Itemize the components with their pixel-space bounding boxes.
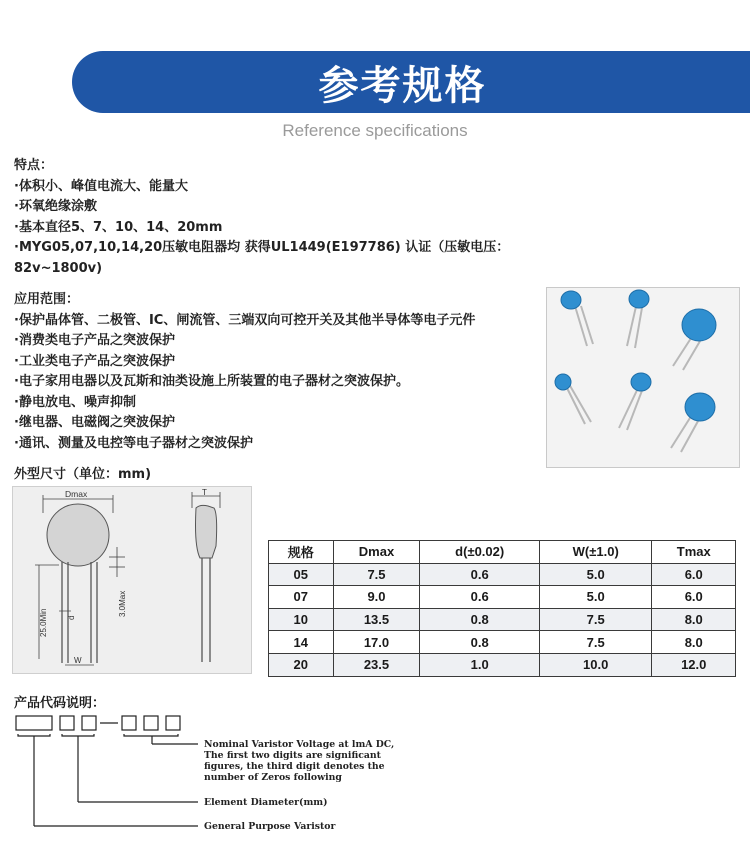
thickness-label: T: [202, 488, 207, 497]
table-cell: 5.0: [539, 586, 652, 609]
varistor-photo: [546, 287, 740, 468]
side-view-drawing: [178, 486, 242, 674]
features-section: [14, 156, 509, 279]
general-purpose-note: General Purpose Varistor: [204, 821, 336, 832]
page-subtitle: Reference specifications: [282, 121, 468, 140]
code-box-voltage: [122, 716, 136, 730]
header-banner: [72, 51, 750, 113]
col-header: d(±0.02): [420, 541, 539, 564]
table-cell: 8.0: [652, 608, 736, 631]
table-cell: 5.0: [539, 563, 652, 586]
application-item: ·电子家用电器以及瓦斯和油类设施上所装置的电子器材之突波保护。: [14, 374, 409, 389]
table-row: [269, 653, 736, 676]
code-box-diameter: [82, 716, 96, 730]
side-view-svg: [178, 486, 242, 674]
table-row: [269, 586, 736, 609]
table-cell: 7.5: [333, 563, 420, 586]
table-row: [269, 563, 736, 586]
code-box-voltage: [166, 716, 180, 730]
application-item: ·保护晶体管、二极管、IC、闸流管、三端双向可控开关及其他半导体等电子元件: [14, 312, 476, 328]
voltage-note-line: number of Zeros following: [204, 772, 342, 783]
lead-length-label: 25.0Min: [39, 608, 48, 637]
applications-heading: 应用范围：: [14, 292, 80, 307]
table-cell: 0.6: [420, 586, 539, 609]
code-box-diameter: [60, 716, 74, 730]
dmax-label: Dmax: [65, 489, 88, 499]
code-box-voltage: [144, 716, 158, 730]
table-cell: 10.0: [539, 653, 652, 676]
lead-spacing-label: W: [74, 656, 82, 665]
varistor-photo-illustration: [547, 288, 741, 469]
feature-item: ·基本直径5、7、10、14、20mm: [14, 219, 223, 235]
feature-item: ·环氧绝缘涂敷: [14, 199, 97, 214]
table-header-row: [269, 541, 736, 564]
table-cell: 14: [269, 631, 334, 654]
diameter-note: Element Diameter(mm): [204, 797, 328, 808]
table-cell: 8.0: [652, 631, 736, 654]
coating-max-label: 3.0Max: [118, 590, 127, 617]
table-cell: 1.0: [420, 653, 539, 676]
voltage-note-line: figures, the third digit denotes the: [204, 761, 385, 772]
code-box-series: [16, 716, 52, 730]
table-cell: 0.6: [420, 563, 539, 586]
applications-section: [14, 290, 475, 454]
table-cell: 0.8: [420, 631, 539, 654]
voltage-note-line: Nominal Varistor Voltage at lmA DC,: [204, 739, 394, 750]
feature-item: ·体积小、峰值电流大、能量大: [14, 178, 188, 194]
features-heading: 特点：: [14, 158, 54, 173]
feature-item: 82v~1800v): [14, 260, 103, 276]
table-cell: 12.0: [652, 653, 736, 676]
col-header: Tmax: [652, 541, 736, 564]
page-title: 参考规格: [318, 62, 487, 109]
application-item: ·消费类电子产品之突波保护: [14, 333, 175, 348]
table-cell: 0.8: [420, 608, 539, 631]
table-cell: 17.0: [333, 631, 420, 654]
table-cell: 20: [269, 653, 334, 676]
product-code-diagram: [14, 714, 394, 839]
application-item: ·通讯、测量及电控等电子器材之突波保护: [14, 435, 253, 451]
table-cell: 13.5: [333, 608, 420, 631]
col-header: 规格: [269, 541, 334, 564]
feature-item: ·MYG05,07,10,14,20压敏电阻器均 获得UL1449(E197786) 认证（压敏电压：: [14, 240, 510, 255]
lead-diameter-label: d: [67, 615, 76, 620]
col-header: Dmax: [333, 541, 420, 564]
dimensions-heading: 外型尺寸（单位：mm): [14, 467, 152, 482]
table-cell: 05: [269, 563, 334, 586]
table-row: [269, 631, 736, 654]
product-code-svg: [14, 714, 394, 839]
application-item: ·静电放电、噪声抑制: [14, 394, 136, 410]
product-code-heading: 产品代码说明：: [14, 696, 106, 711]
table-cell: 9.0: [333, 586, 420, 609]
spec-table: [268, 540, 736, 677]
table-cell: 7.5: [539, 608, 652, 631]
table-cell: 23.5: [333, 653, 420, 676]
table-row: [269, 608, 736, 631]
table-cell: 10: [269, 608, 334, 631]
table-cell: 6.0: [652, 586, 736, 609]
table-cell: 07: [269, 586, 334, 609]
table-cell: 7.5: [539, 631, 652, 654]
table-cell: 6.0: [652, 563, 736, 586]
col-header: W(±1.0): [539, 541, 652, 564]
application-item: ·继电器、电磁阀之突波保护: [14, 415, 175, 430]
application-item: ·工业类电子产品之突波保护: [14, 353, 175, 369]
voltage-note-line: The first two digits are significant: [204, 750, 381, 761]
